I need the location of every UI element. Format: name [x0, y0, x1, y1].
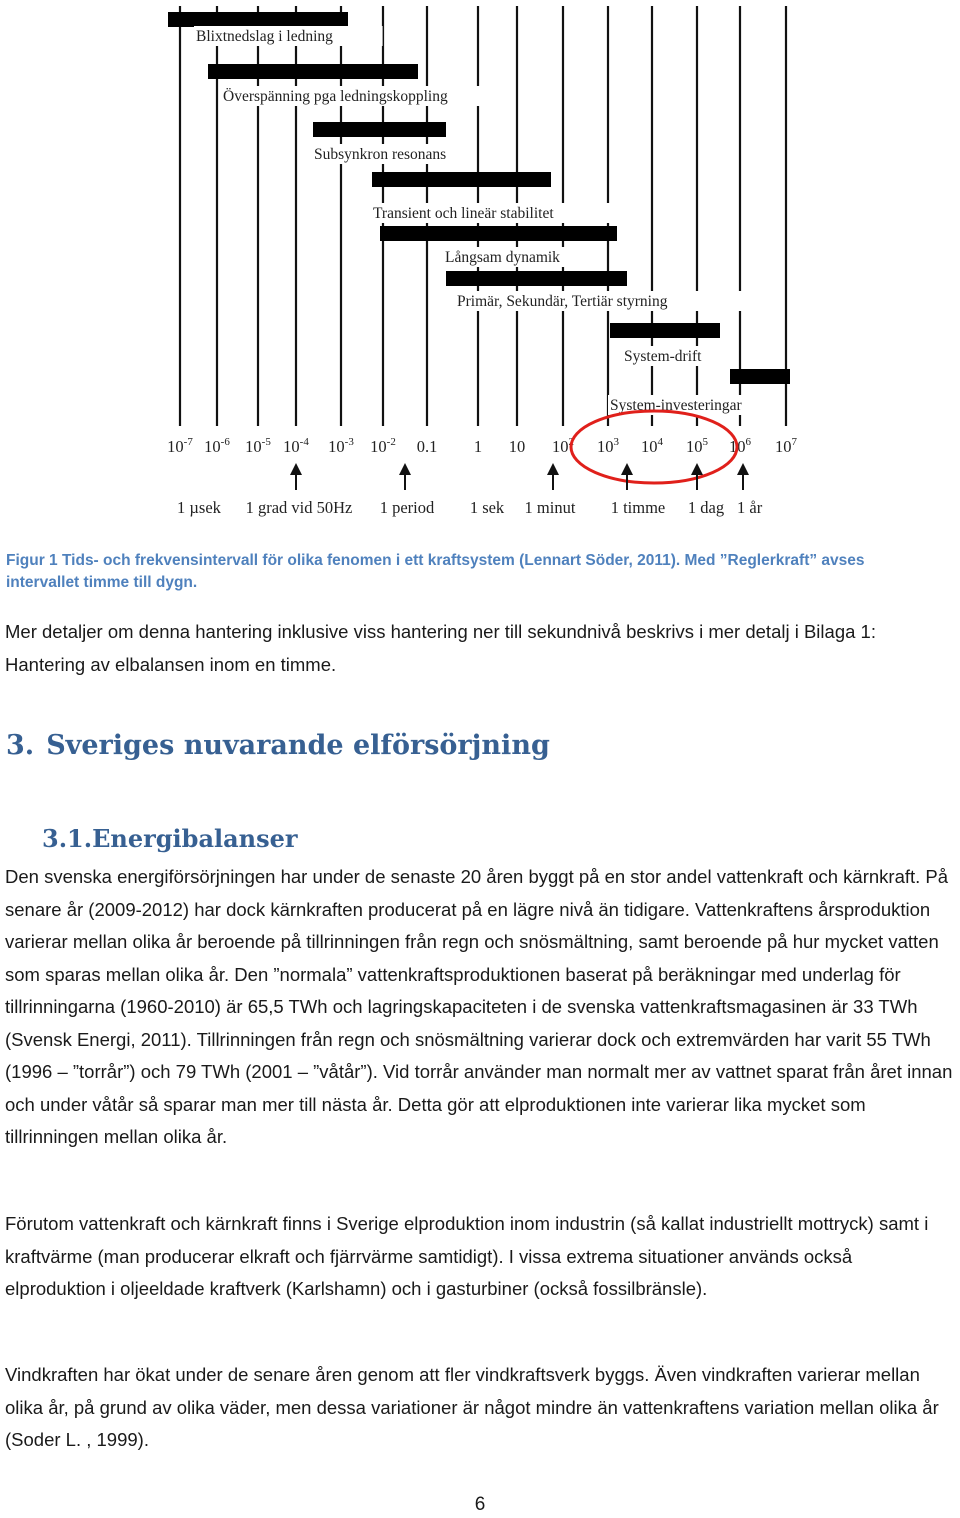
time-marker-label: 1 µsek [177, 498, 221, 517]
marker-arrowhead [399, 463, 411, 475]
subsection-title: Energibalanser [92, 824, 298, 853]
figure-time-markers [177, 463, 763, 517]
time-marker-label: 1 minut [524, 498, 576, 517]
phenomenon-bar [610, 323, 720, 338]
phenomenon-label: Överspänning pga ledningskoppling [223, 88, 448, 105]
page-number: 6 [474, 1494, 486, 1515]
tick-label: $10^{-5}$ [245, 436, 271, 456]
figure-caption: Figur 1 Tids- och frekvensintervall för olika fenomen i ett kraftsystem (Lennart Söder, 2011). Med ”Reglerkraft” avses intervallet timme till dygn. [6, 552, 865, 591]
phenomenon-label: Subsynkron resonans [314, 146, 447, 163]
time-marker-label: 1 sek [469, 498, 505, 517]
phenomenon-label: System-drift [624, 348, 702, 365]
time-marker-label: 1 timme [610, 498, 666, 517]
time-marker-label: 1 dag [687, 498, 725, 517]
section-number: 3. [6, 730, 35, 761]
marker-arrowhead [547, 463, 559, 475]
tick-label: 10 [508, 437, 526, 456]
phenomenon-label: Långsam dynamik [445, 249, 560, 266]
subsection-number: 3.1. [42, 824, 93, 853]
paragraph-energibalans: Den svenska energiförsörjningen har under de senaste 20 åren byggt på en stor andel vattenkraft och kärnkraft. På senare år (2009-2012) har dock kärnkraften producerat på en lägre nivå än tidigare. Vattenkraftens årsproduktion varierar mellan olika år beroende på tillrinningen från regn och snösmältning, samt beroende på hur mycket vatten som sparas mellan olika år. Den ”normala” vattenkraftsproduktionen baserat på beräkningar med underlag för tillrinningarna (1960-2010) är 65,5 TWh och lagringskapaciteten i de svenska vattenkraftsmagasinen är 33 TWh (Svensk Energi, 2011). Tillrinningen från regn och snösmältning varierar dock och extremvärden har varit 55 TWh (1996 – ”torrår”) och 79 TWh (2001 – ”våtår”). Vid torrår använder man normalt mer av vattnet sparat från året innan och under våtår så sparar man mer till nästa år. Detta gör att elproduktionen inte varierar lika mycket som tillrinningen mellan olika år. [5, 866, 953, 1147]
tick-label: $10^5$ [686, 436, 708, 456]
phenomenon-bar [168, 12, 348, 27]
phenomenon-bar [446, 271, 627, 286]
paragraph-vindkraft: Vindkraften har ökat under de senare åren genom att fler vindkraftsverk byggs. Även vindkraften varierar mellan olika år, på grund av olika väder, men dessa variationer är något mindre än vattenkraftens variation mellan olika år (Soder L. , 1999). [5, 1364, 939, 1450]
tick-label: $10^{-4}$ [283, 436, 309, 456]
paragraph-bilaga: Mer detaljer om denna hantering inklusive viss hantering ner till sekundnivå beskrivs i mer detalj i Bilaga 1: Hantering av elbalansen inom en timme. [5, 621, 876, 675]
tick-label: $10^{-6}$ [204, 436, 230, 456]
tick-label: $10^3$ [597, 436, 619, 456]
time-marker-label: 1 år [737, 498, 763, 517]
tick-label: $10^7$ [775, 436, 797, 456]
phenomenon-label: Blixtnedslag i ledning [196, 28, 333, 45]
phenomenon-bar [380, 226, 617, 241]
marker-arrowhead [290, 463, 302, 475]
subsection-heading [42, 824, 298, 853]
time-marker-label: 1 grad vid 50Hz [245, 498, 353, 517]
figure-axis-ticks [167, 436, 797, 456]
section-title: Sveriges nuvarande elförsörjning [46, 730, 550, 761]
tick-label: $10^{-3}$ [328, 436, 354, 456]
phenomenon-label: Transient och lineär stabilitet [373, 205, 554, 222]
phenomenon-bar [313, 122, 446, 137]
phenomenon-label: Primär, Sekundär, Tertiär styrning [457, 293, 668, 310]
phenomenon-bar [372, 172, 551, 187]
phenomenon-label: System-investeringar [610, 397, 742, 414]
marker-arrowhead [621, 463, 633, 475]
tick-label: $10^{-7}$ [167, 436, 193, 456]
phenomenon-bar [208, 64, 418, 79]
paragraph-forutom: Förutom vattenkraft och kärnkraft finns i Sverige elproduktion inom industrin (så kallat industriellt mottryck) samt i kraftvärme (man producerar elkraft och fjärrvärme samtidigt). I vissa extrema situationer används också elproduktion i oljeeldade kraftverk (Karlshamn) och i gasturbiner (också fossilbränsle). [5, 1213, 929, 1299]
marker-arrowhead [737, 463, 749, 475]
phenomenon-bar [730, 369, 790, 384]
section-heading [6, 730, 550, 761]
time-frequency-figure [0, 0, 960, 530]
time-marker-label: 1 period [379, 498, 435, 517]
tick-label: $10^{-2}$ [370, 436, 396, 456]
tick-label: 1 [473, 437, 483, 456]
tick-label: $10^2$ [552, 436, 574, 456]
tick-label: $10^4$ [641, 436, 663, 456]
tick-label: $10^6$ [729, 436, 751, 456]
marker-arrowhead [691, 463, 703, 475]
tick-label: 0.1 [416, 437, 438, 456]
